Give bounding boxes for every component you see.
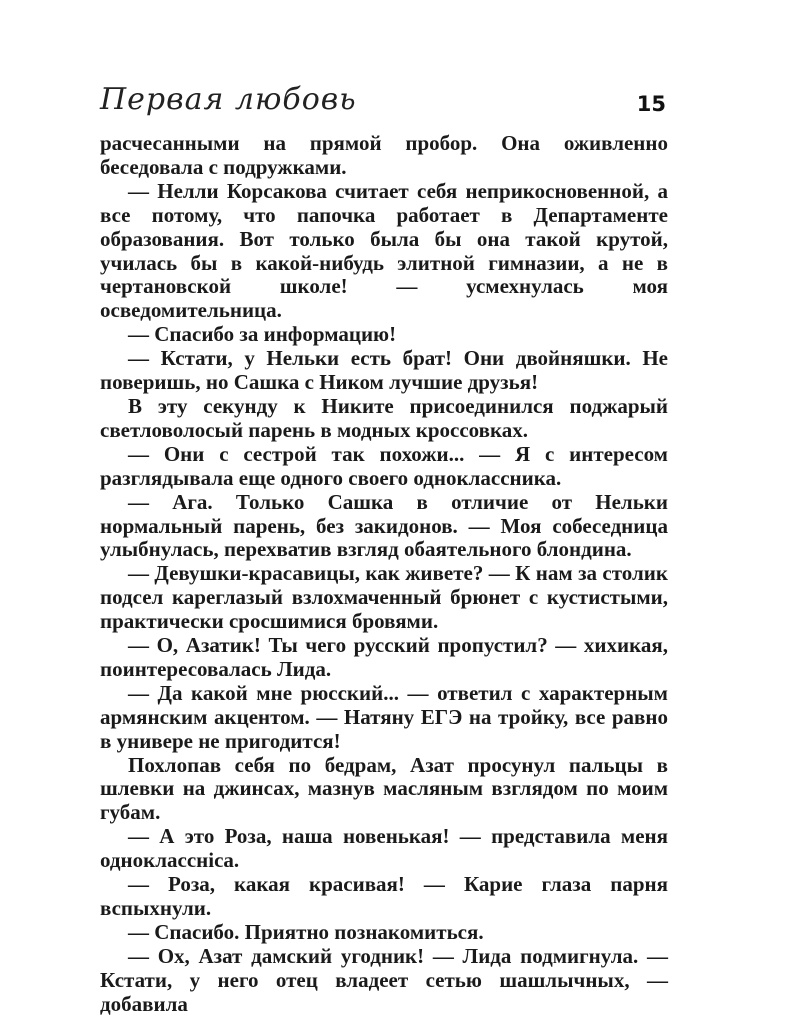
paragraph: — А это Роза, наша новенькая! — представила меня однокласснica. [100, 824, 668, 873]
paragraph: — Ох, Азат дамский угодник! — Лида подмигнула. — Кстати, у него отец владеет сетью шашлычных, — добавила [100, 943, 668, 1016]
paragraph: расчесанными на прямой пробор. Она оживленно беседовала с подружками. [100, 131, 668, 179]
body-text [100, 132, 668, 1017]
paragraph: — Нелли Корсакова считает себя неприкосновенной, а все потому, что папочка работает в Департаменте образования. Вот только была бы она такой крутой, училась бы в какой-нибудь элитной гимназии, а не в чертановской школе! — усмехнулась моя осведомительница. [100, 178, 668, 323]
paragraph: — Спасибо за информацию! [128, 322, 397, 347]
paragraph: — Кстати, у Нельки есть брат! Они двойняшки. Не поверишь, но Сашка с Ником лучшие друзья! [100, 346, 668, 395]
paragraph: В эту секунду к Никите присоединился поджарый светловолосый парень в модных кроссовках. [100, 393, 668, 442]
paragraph: — Они с сестрой так похожи... — Я с интересом разглядывала еще одного своего одноклассника. [100, 441, 668, 490]
paragraph: — Спасибо. Приятно познакомиться. [128, 919, 484, 944]
paragraph: Похлопав себя по бедрам, Азат просунул пальцы в шлевки на джинсах, мазнув масляным взглядом по моим губам. [100, 752, 668, 825]
page-header [100, 80, 668, 132]
running-title: Первая любовь [100, 82, 357, 117]
page-number: 15 [636, 92, 666, 116]
book-page [100, 80, 668, 1017]
paragraph: — Ага. Только Сашка в отличие от Нельки нормальный парень, без закидонов. — Моя собеседница улыбнулась, перехватив взгляд обаятельного блондина. [100, 489, 668, 562]
paragraph: — Да какой мне рюсский... — ответил с характерным армянским акцентом. — Натяну ЕГЭ на тройку, все равно в универе не пригодится! [100, 680, 668, 753]
paragraph: — Роза, какая красивая! — Карие глаза парня вспыхнули. [100, 872, 668, 920]
paragraph: — Девушки-красавицы, как живете? — К нам за столик подсел кареглазый взлохмаченный брюнет с кустистыми, практически сросшимися бровями. [100, 561, 668, 634]
paragraph: — О, Азатик! Ты чего русский пропустил? — хихикая, поинтересовалась Лида. [100, 633, 668, 681]
